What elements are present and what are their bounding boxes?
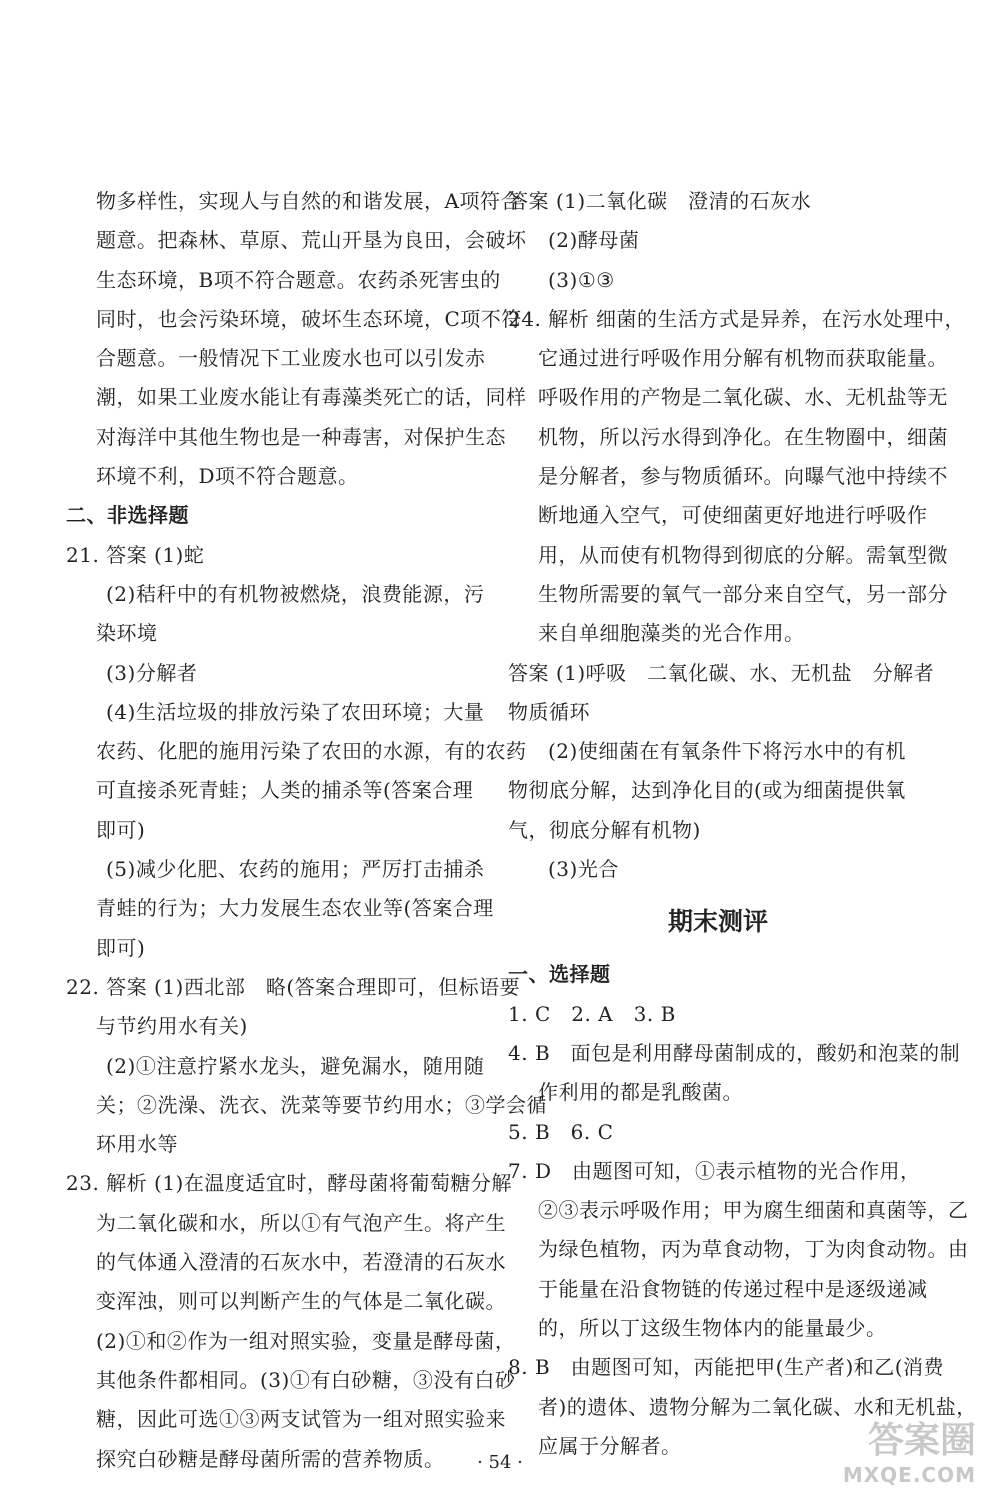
text-line: (5)减少化肥、农药的施用；严厉打击捕杀 (106, 857, 485, 882)
text-line: 物质循环 (508, 699, 590, 724)
right-column-bottom (508, 955, 977, 1466)
text-line: 即可) (96, 817, 146, 842)
text-line: (2)使细菌在有氧条件下将污水中的有机 (548, 739, 906, 764)
text-line: 用，从而使有机物得到彻底的分解。需氧型微 (538, 542, 948, 567)
section-title: 期末测评 (667, 907, 768, 937)
text-line: 它通过进行呼吸作用分解有机物而获取能量。 (538, 346, 948, 371)
right-column-top (508, 182, 966, 889)
text-line: 22. 答案 (1)西北部 略(答案合理即可，但标语要 (66, 974, 521, 999)
text-line: 变浑浊，则可以判断产生的气体是二氧化碳。 (96, 1289, 506, 1314)
text-line: 农药、化肥的施用污染了农田的水源，有的农药 (96, 739, 527, 764)
text-line: 合题意。一般情况下工业废水也可以引发赤 (96, 346, 486, 371)
text-line: (3)①③ (548, 267, 615, 292)
text-line: 为绿色植物，丙为草食动物，丁为肉食动物。由 (538, 1237, 969, 1262)
page-number: · 54 · (477, 1452, 523, 1473)
text-line: 可直接杀死青蛙；人类的捕杀等(答案合理 (96, 778, 474, 803)
text-line: 探究白砂糖是酵母菌所需的营养物质。 (96, 1446, 445, 1471)
right-column (508, 182, 977, 1466)
text-line: 染环境 (96, 621, 158, 646)
text-line: 21. 答案 (1)蛇 (66, 542, 205, 567)
text-line: (3)分解者 (106, 660, 198, 685)
text-line: 5. B 6. C (508, 1119, 614, 1144)
text-line: 的，所以丁这级生物体内的能量最少。 (538, 1316, 887, 1341)
text-line: 关；②洗澡、洗衣、洗菜等要节约用水；③学会循 (96, 1092, 547, 1117)
text-line: 二、非选择题 (66, 503, 189, 528)
text-line: 24. 解析 细菌的生活方式是异养，在污水处理中， (508, 306, 966, 331)
watermark-line1: 答案圈 (867, 1420, 976, 1461)
text-line: 物多样性，实现人与自然的和谐发展，A项符合 (96, 189, 521, 213)
text-line: 的气体通入澄清的石灰水中，若澄清的石灰水 (96, 1250, 506, 1275)
text-line: 糖，因此可选①③两支试管为一组对照实验来 (96, 1407, 506, 1432)
text-line: 一、选择题 (508, 962, 611, 987)
text-line: 同时，也会污染环境，破坏生态环境，C项不符 (96, 306, 522, 331)
text-line: (2)酵母菌 (548, 228, 640, 253)
text-line: 与节约用水有关) (96, 1014, 248, 1039)
text-line: (2)①和②作为一组对照实验，变量是酵母菌， (96, 1328, 516, 1353)
text-line: ②③表示呼吸作用；甲为腐生细菌和真菌等，乙 (538, 1198, 969, 1223)
text-line: 为二氧化碳和水，所以①有气泡产生。将产生 (96, 1210, 506, 1235)
text-line: 应属于分解者。 (538, 1433, 682, 1458)
text-line: 来自单细胞藻类的光合作用。 (538, 621, 805, 646)
text-line: 潮，如果工业废水能让有毒藻类死亡的话，同样 (96, 385, 527, 410)
text-line: 8. B 由题图可知，丙能把甲(生产者)和乙(消费 (508, 1355, 945, 1380)
text-line: (2)①注意拧紧水龙头，避免漏水，随用随 (106, 1053, 485, 1078)
text-line: 4. B 面包是利用酵母菌制成的，酸奶和泡菜的制 (508, 1040, 961, 1065)
text-line: 生物所需要的氧气一部分来自空气，另一部分 (538, 581, 948, 606)
text-line: (2)秸秆中的有机物被燃烧，浪费能源，污 (106, 581, 485, 606)
text-line: 即可) (96, 935, 146, 960)
text-line: 1. C 2. A 3. B (508, 1001, 676, 1026)
text-line: (3)光合 (548, 857, 619, 882)
text-line: 答案 (1)二氧化碳 澄清的石灰水 (508, 189, 812, 213)
text-line: 机物，所以污水得到净化。在生物圈中，细菌 (538, 424, 948, 449)
text-line: 环用水等 (96, 1132, 178, 1157)
text-line: 断地通入空气，可使细菌更好地进行呼吸作 (538, 503, 928, 528)
text-line: 环境不利，D项不符合题意。 (96, 464, 359, 489)
text-line: 于能量在沿食物链的传递过程中是逐级递减 (538, 1276, 928, 1301)
watermark-line2: MXQE.COM (842, 1463, 976, 1487)
text-line: 物彻底分解，达到净化目的(或为细菌提供氧 (508, 778, 906, 803)
text-line: 呼吸作用的产物是二氧化碳、水、无机盐等无 (538, 385, 948, 410)
text-line: 7. D 由题图可知，①表示植物的光合作用， (508, 1158, 921, 1183)
text-line: 对海洋中其他生物也是一种毒害，对保护生态 (96, 424, 506, 449)
text-line: 气，彻底分解有机物) (508, 817, 701, 842)
text-line: 是分解者，参与物质循环。向曝气池中持续不 (538, 464, 948, 489)
text-line: 其他条件都相同。(3)①有白砂糖，③没有白砂 (96, 1367, 516, 1392)
text-line: 者)的遗体、遗物分解为二氧化碳、水和无机盐， (538, 1394, 977, 1419)
text-line: 答案 (1)呼吸 二氧化碳、水、无机盐 分解者 (508, 660, 935, 685)
text-line: (4)生活垃圾的排放污染了农田环境；大量 (106, 699, 485, 724)
watermark-logo (843, 1412, 976, 1487)
text-line: 青蛙的行为；大力发展生态农业等(答案合理 (96, 896, 494, 921)
text-line: 23. 解析 (1)在温度适宜时，酵母菌将葡萄糖分解 (66, 1171, 512, 1196)
text-line: 生态环境，B项不符合题意。农药杀死害虫的 (96, 267, 501, 292)
text-line: 题意。把森林、草原、荒山开垦为良田，会破坏 (96, 228, 527, 253)
text-line: 作利用的都是乳酸菌。 (538, 1080, 743, 1105)
